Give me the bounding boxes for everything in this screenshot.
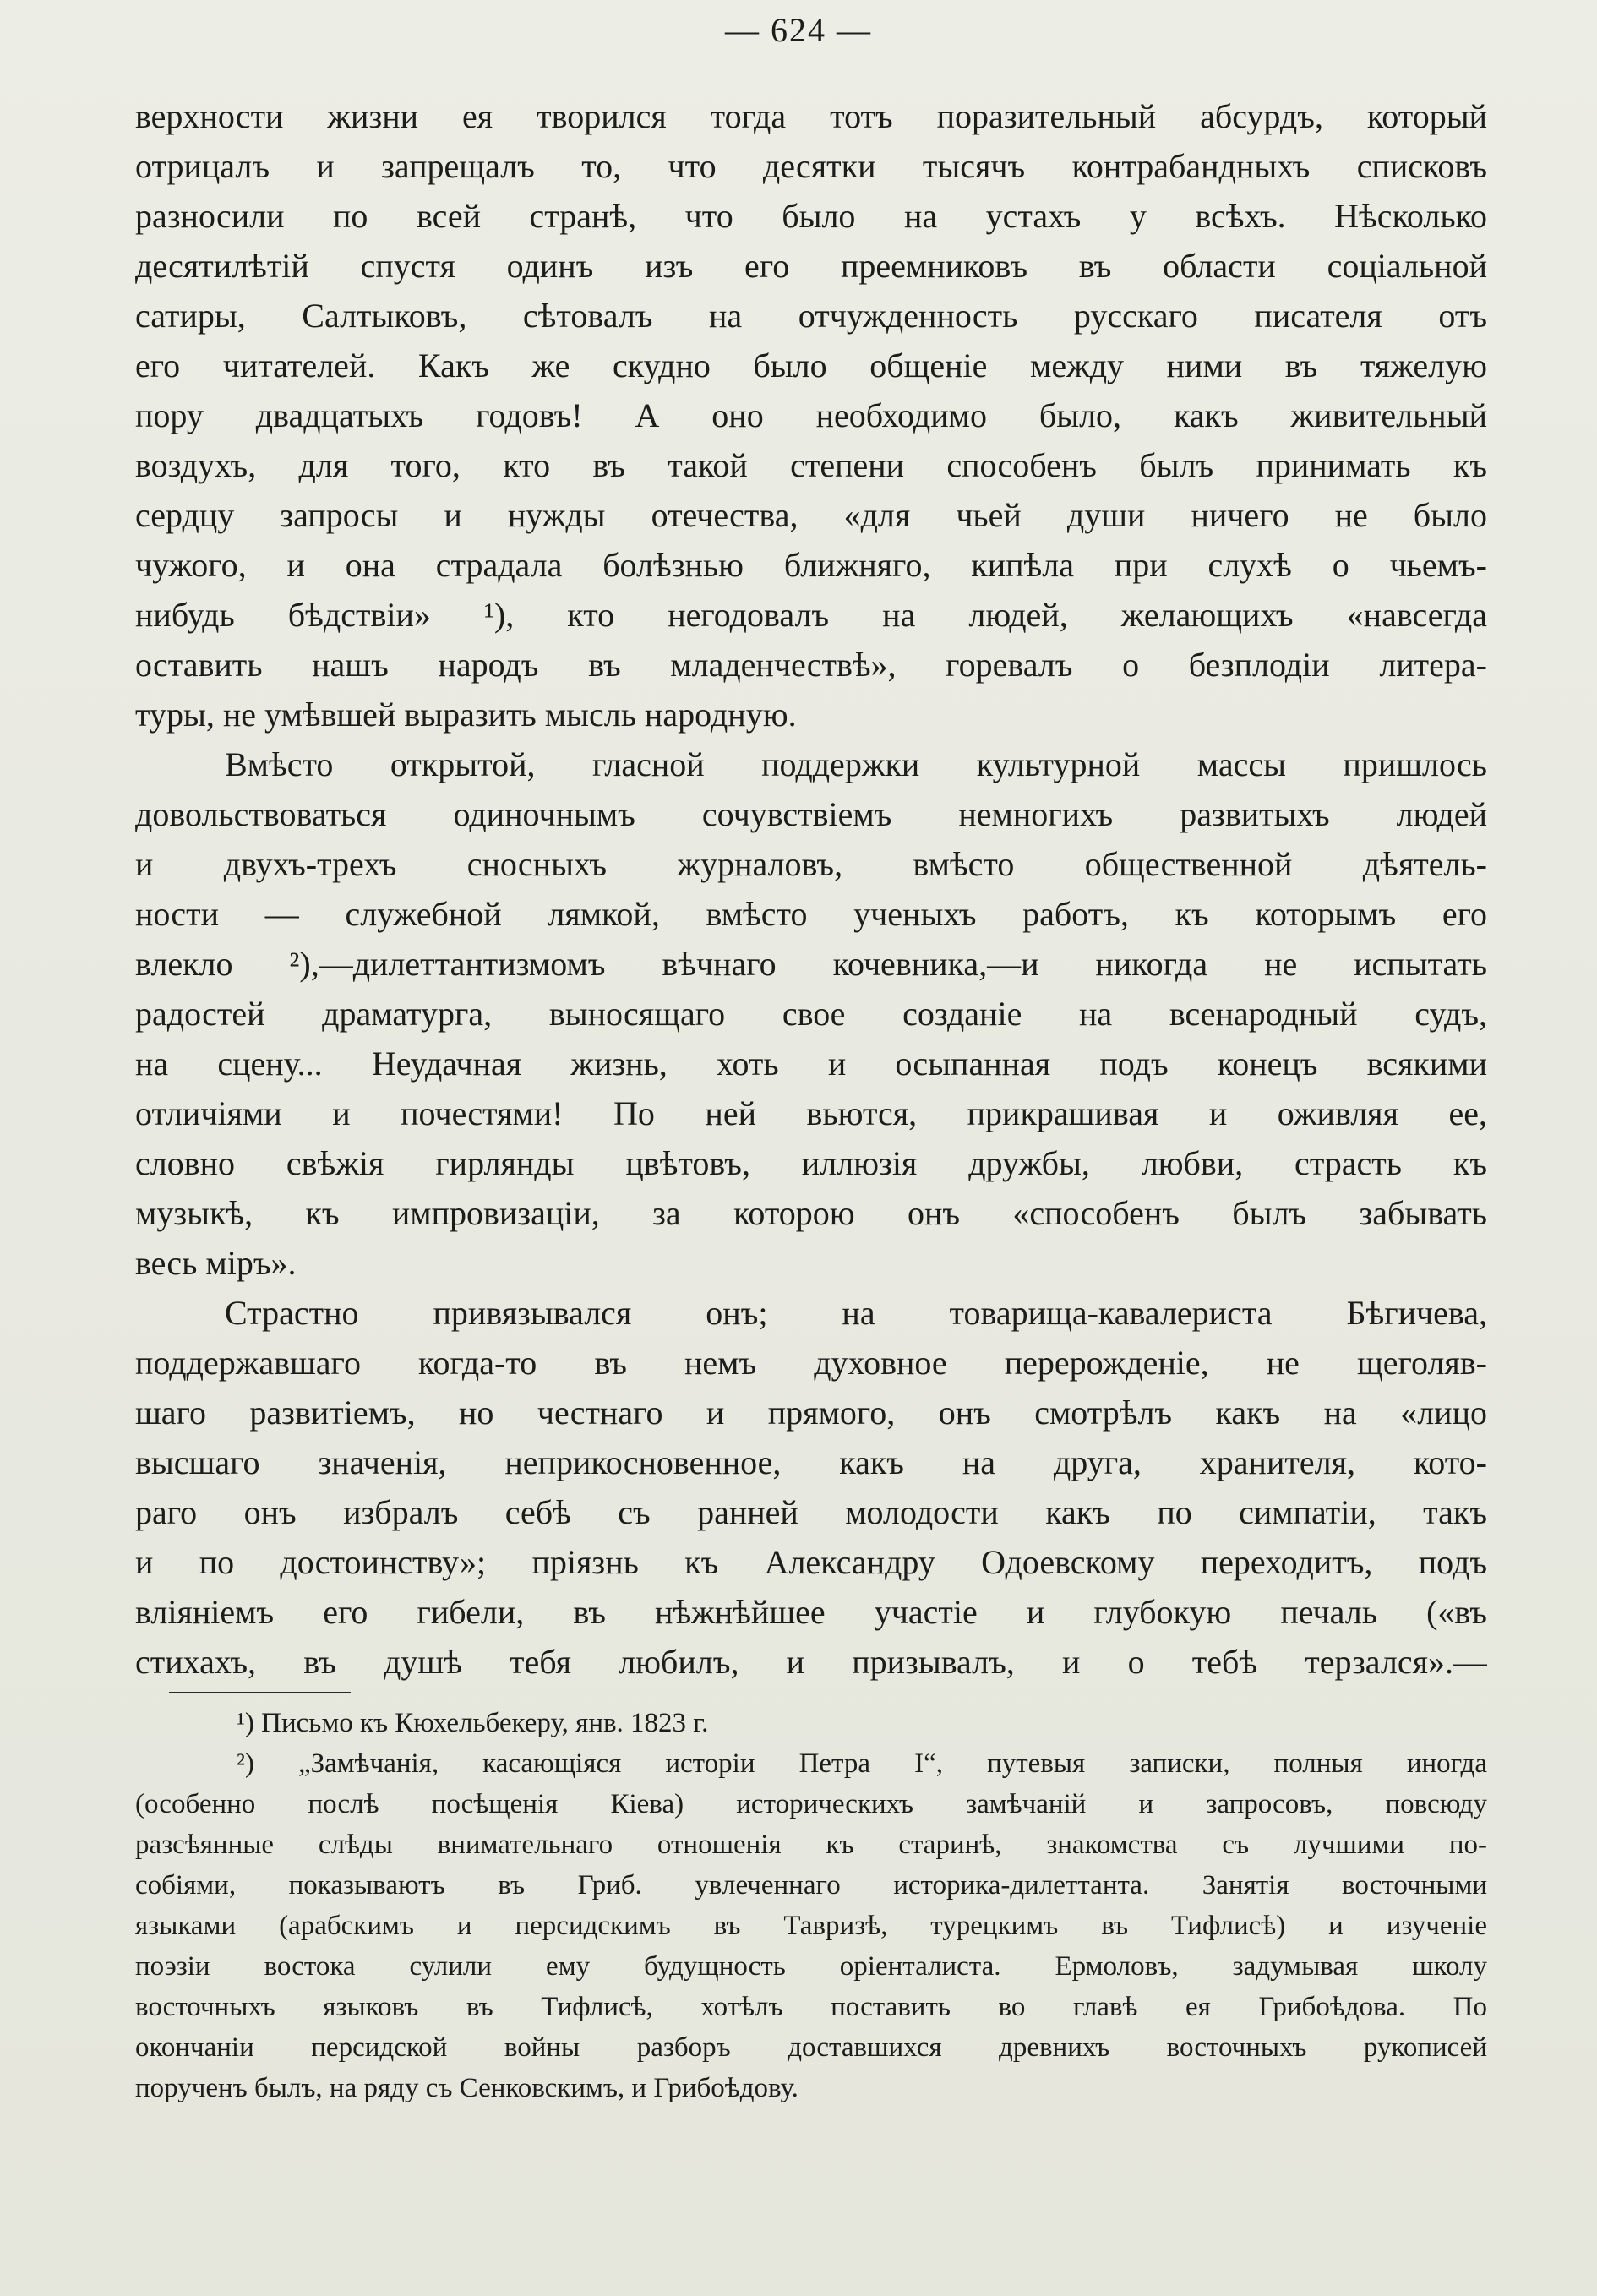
text-line: влекло ²),—дилеттантизмомъ вѣчнаго кочевника,—и никогда не испытать (135, 945, 1487, 983)
text-line: музыкѣ, къ импровизаціи, за которою онъ «способенъ былъ забывать (135, 1194, 1487, 1232)
text-line: и по достоинству»; пріязнь къ Александру Одоевскому переходитъ, подъ (135, 1543, 1487, 1581)
text-line: воздухъ, для того, кто въ такой степени способенъ былъ принимать къ (135, 446, 1487, 484)
text-line: на сцену... Неудачная жизнь, хоть и осыпанная подъ конецъ всякими (135, 1044, 1487, 1083)
footnote-2-line: восточныхъ языковъ въ Тифлисѣ, хотѣлъ поставить во главѣ ея Грибоѣдова. По (135, 1992, 1487, 2022)
text-line: нибудь бѣдствіи» ¹), кто негодовалъ на людей, желающихъ «навсегда (135, 596, 1487, 634)
text-line: отрицалъ и запрещалъ то, что десятки тысячъ контрабандныхъ списковъ (135, 147, 1487, 185)
footnote-1: ¹) Письмо къ Кюхельбекеру, янв. 1823 г. (237, 1708, 709, 1738)
text-line: чужого, и она страдала болѣзнью ближняго, кипѣла при слухѣ о чьемъ- (135, 546, 1487, 584)
text-line: сатиры, Салтыковъ, сѣтовалъ на отчужденность русскаго писателя отъ (135, 297, 1487, 335)
text-line: шаго развитіемъ, но честнаго и прямого, онъ смотрѣлъ какъ на «лицо (135, 1393, 1487, 1432)
footnote-2-line: языками (арабскимъ и персидскимъ въ Тавризѣ, турецкимъ въ Тифлисѣ) и изученіе (135, 1911, 1487, 1941)
text-line: верхности жизни ея творился тогда тотъ поразительный абсурдъ, который (135, 97, 1487, 135)
text-line: довольствоваться одиночнымъ сочувствіемъ немногихъ развитыхъ людей (135, 795, 1487, 833)
text-line: пору двадцатыхъ годовъ! А оно необходимо было, какъ живительный (135, 396, 1487, 434)
text-line: его читателей. Какъ же скудно было общеніе между ними въ тяжелую (135, 346, 1487, 384)
text-line: отличіями и почестями! По ней вьются, прикрашивая и оживляя ее, (135, 1094, 1487, 1132)
footnote-2-line: поэзіи востока сулили ему будущность оріенталиста. Ермоловъ, задумывая школу (135, 1951, 1487, 1982)
text-line: стихахъ, въ душѣ тебя любилъ, и призывалъ, и о тебѣ терзался».— (135, 1643, 1487, 1681)
footnote-2-line: порученъ былъ, на ряду съ Сенковскимъ, и Грибоѣдову. (135, 2073, 798, 2103)
footnotes (135, 1703, 1487, 2108)
text-line: высшаго значенія, неприкосновенное, какъ на друга, хранителя, кото- (135, 1443, 1487, 1481)
footnote-2-line: окончаніи персидской войны разборъ доставшихся древнихъ восточныхъ рукописей (135, 2032, 1487, 2063)
text-line: ности — служебной лямкой, вмѣсто ученыхъ работъ, къ которымъ его (135, 895, 1487, 933)
text-line: разносили по всей странѣ, что было на устахъ у всѣхъ. Нѣсколько (135, 197, 1487, 235)
text-line: весь міръ». (135, 1244, 297, 1282)
footnote-2-line: собіями, показываютъ въ Гриб. увлеченнаго историка-дилеттанта. Занятія восточными (135, 1870, 1487, 1901)
footnote-2-line: (особенно послѣ посѣщенія Кіева) историческихъ замѣчаній и запросовъ, повсюду (135, 1789, 1487, 1819)
paragraph-start-line: Вмѣсто открытой, гласной поддержки культурной массы пришлось (225, 745, 1487, 783)
text-line: радостей драматурга, выносящаго свое созданіе на всенародный судъ, (135, 995, 1487, 1033)
page-number: — 624 — (725, 11, 872, 49)
text-line: сердцу запросы и нужды отечества, «для чьей души ничего не было (135, 496, 1487, 534)
text-line: десятилѣтій спустя одинъ изъ его преемниковъ въ области соціальной (135, 247, 1487, 285)
paragraph-start-line: Страстно привязывался онъ; на товарища-кавалериста Бѣгичева, (225, 1294, 1487, 1332)
text-line: и двухъ-трехъ сносныхъ журналовъ, вмѣсто общественной дѣятель- (135, 845, 1487, 883)
text-line: поддержавшаго когда-то въ немъ духовное перерожденіе, не щеголяв- (135, 1344, 1487, 1382)
text-line: словно свѣжія гирлянды цвѣтовъ, иллюзія дружбы, любви, страсть къ (135, 1144, 1487, 1182)
footnote-separator (169, 1692, 351, 1693)
footnote-2-line: разсѣянные слѣды внимательнаго отношенія къ старинѣ, знакомства съ лучшими по- (135, 1830, 1487, 1860)
text-line: раго онъ избралъ себѣ съ ранней молодости какъ по симпатіи, такъ (135, 1493, 1487, 1531)
text-line: оставить нашъ народъ въ младенчествѣ», горевалъ о безплодіи литера- (135, 646, 1487, 684)
text-line: вліяніемъ его гибели, въ нѣжнѣйшее участіе и глубокую печаль («въ (135, 1593, 1487, 1631)
footnote-2-line: ²) „Замѣчанія, касающіяся исторіи Петра I“, путевыя записки, полныя иногда (237, 1748, 1487, 1779)
main-text (135, 91, 1487, 1687)
text-line: туры, не умѣвшей выразить мысль народную. (135, 695, 797, 734)
